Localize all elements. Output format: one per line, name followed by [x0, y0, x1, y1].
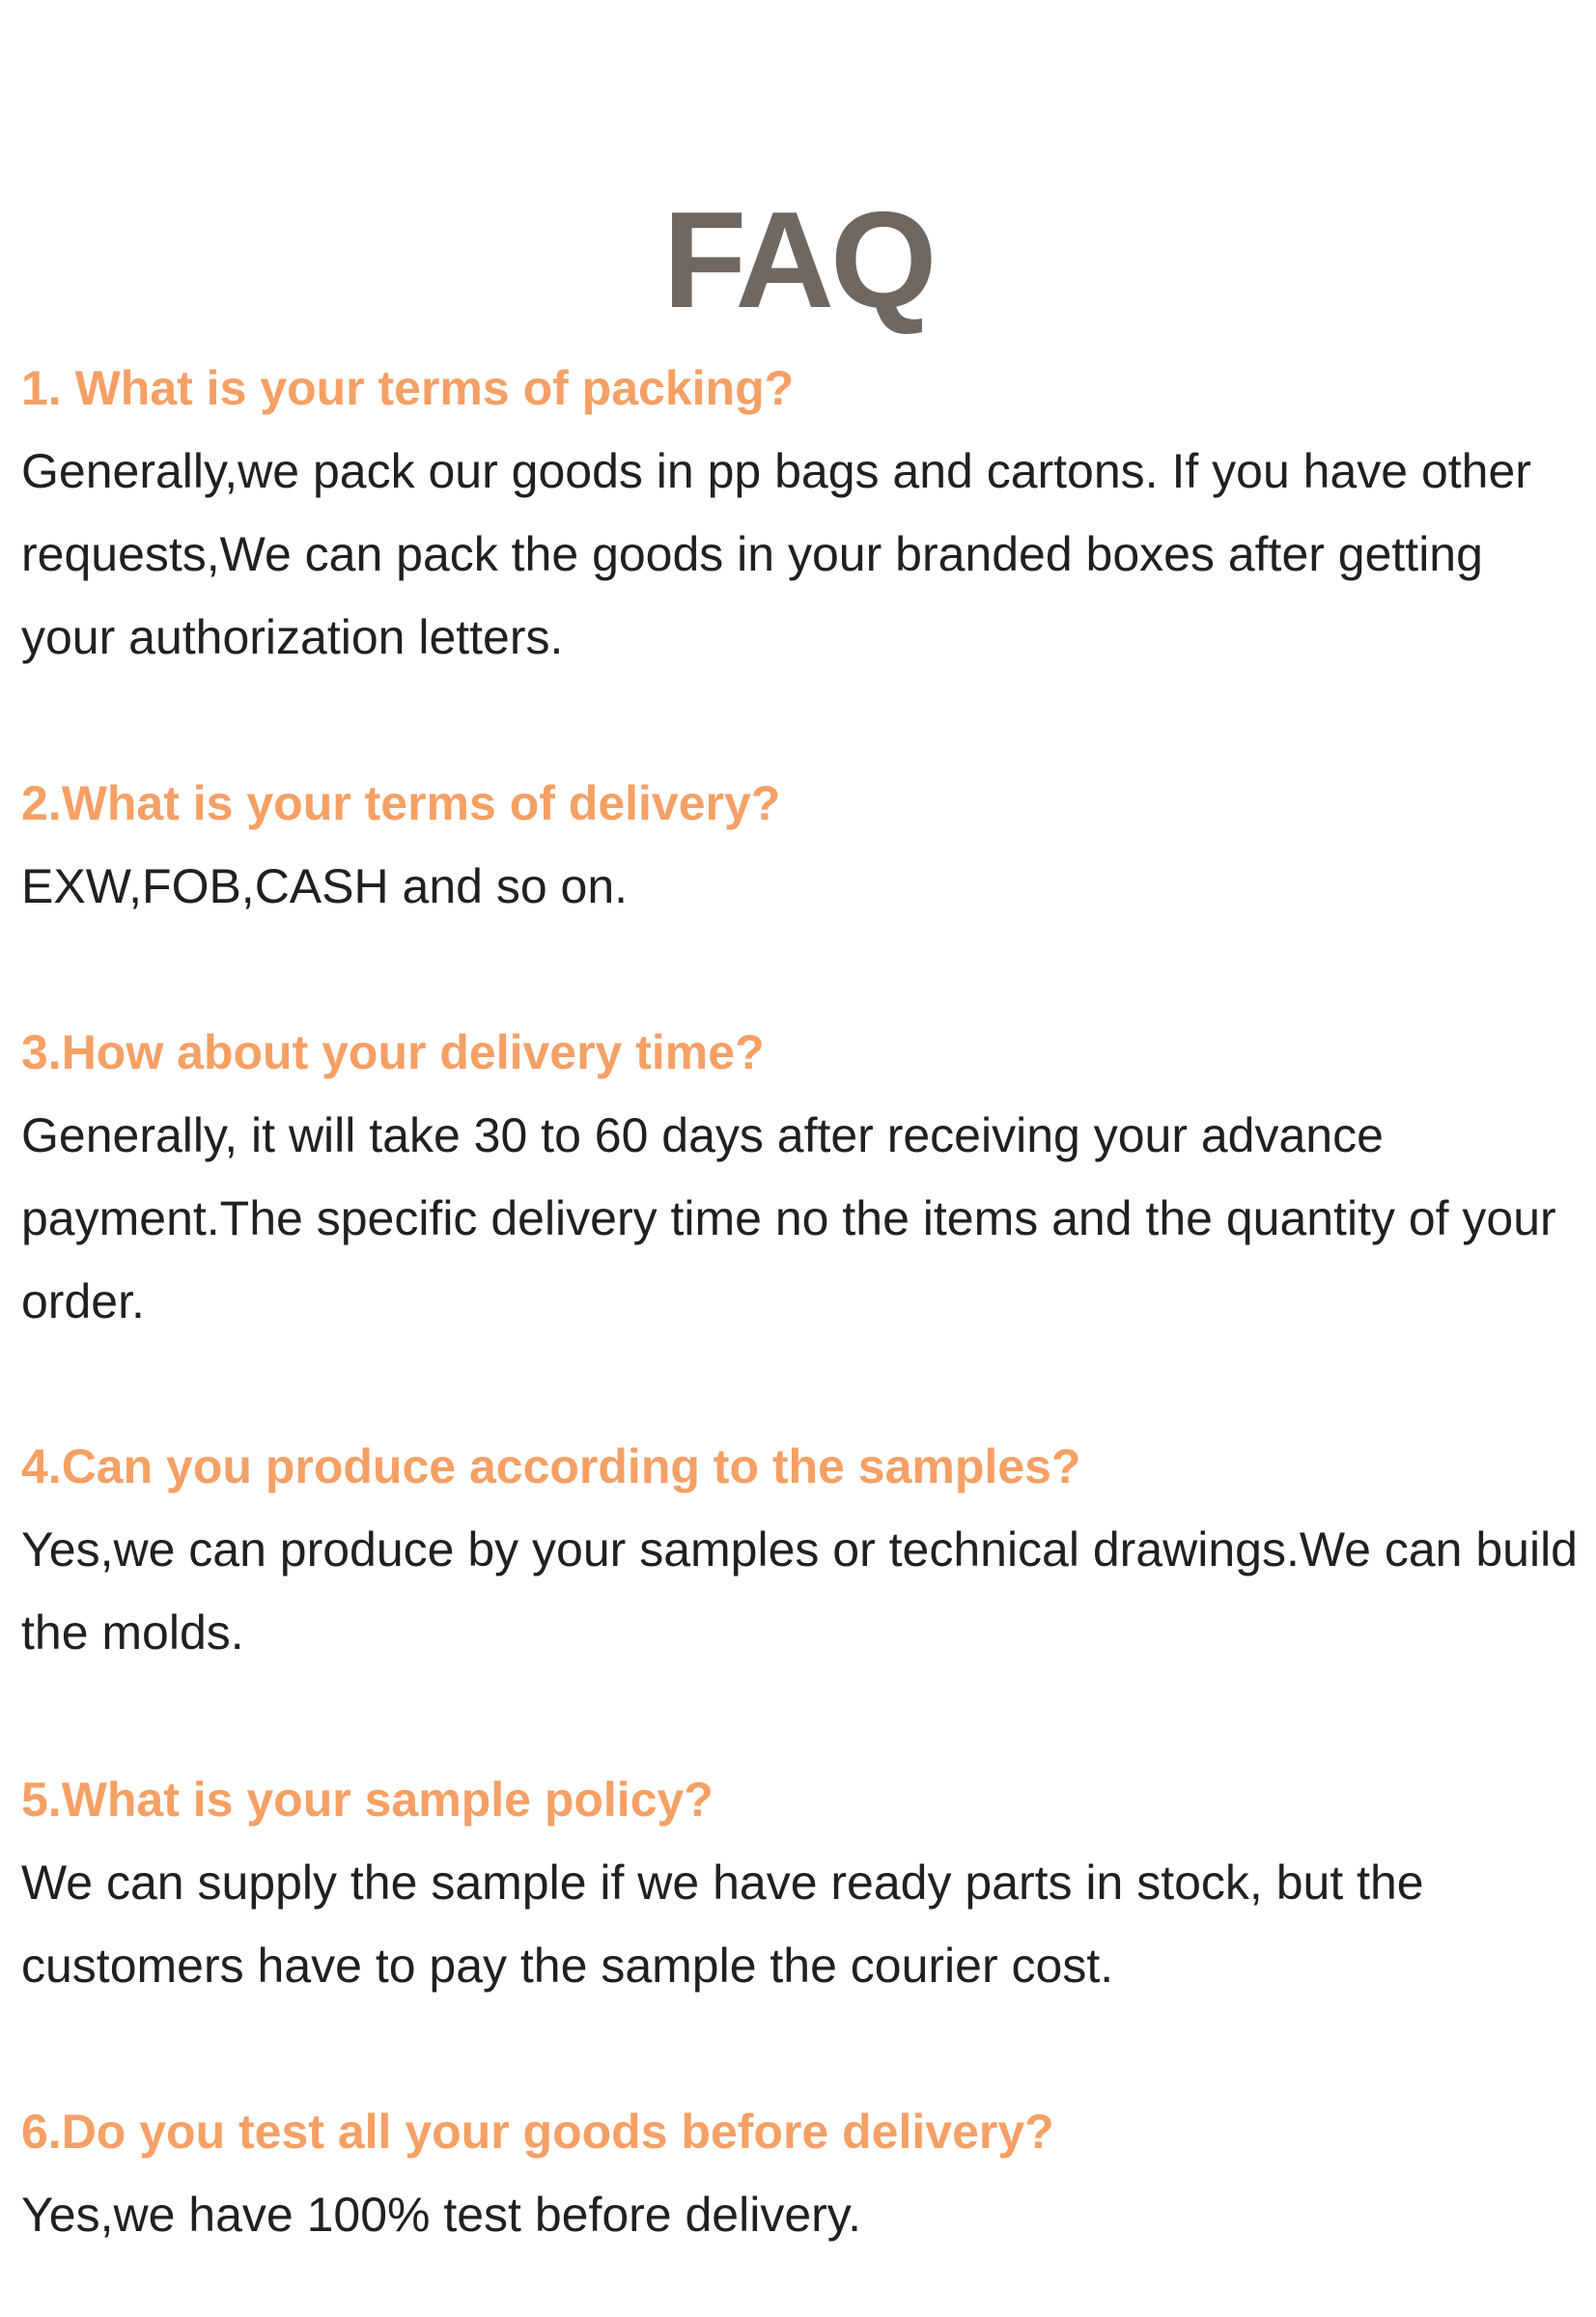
faq-question: 6.Do you test all your goods before delivery?: [21, 2105, 1054, 2159]
faq-answer: Generally, it will take 30 to 60 days after receiving your advance payment.The specific delivery time no the items and the quantity of your order.: [21, 1108, 1556, 1328]
faq-item-testing: [21, 2090, 1581, 2256]
faq-question: 1. What is your terms of packing?: [21, 361, 795, 415]
page-title: FAQ: [662, 183, 934, 338]
faq-answer: Yes,we have 100% test before delivery.: [21, 2188, 861, 2242]
faq-question: 3.How about your delivery time?: [21, 1025, 765, 1079]
faq-item-delivery-terms: [21, 762, 1581, 928]
faq-answer: We can supply the sample if we have ready parts in stock, but the customers have to pay the sample the courier cost.: [21, 1856, 1424, 1993]
faq-answer: Yes,we can produce by your samples or technical drawings.We can build the molds.: [21, 1522, 1578, 1660]
faq-answer: Generally,we pack our goods in pp bags and cartons. If you have other requests,We can pack the goods in your branded boxes after getting your authorization letters.: [21, 444, 1531, 664]
faq-item-delivery-time: [21, 1011, 1581, 1343]
faq-item-packing: [21, 347, 1581, 679]
faq-answer: EXW,FOB,CASH and so on.: [21, 859, 629, 913]
faq-item-sample-policy: [21, 1758, 1581, 2007]
faq-question: 5.What is your sample policy?: [21, 1773, 714, 1827]
faq-item-samples-production: [21, 1425, 1581, 1674]
faq-question: 2.What is your terms of delivery?: [21, 776, 781, 830]
faq-question: 4.Can you produce according to the samples?: [21, 1439, 1081, 1493]
